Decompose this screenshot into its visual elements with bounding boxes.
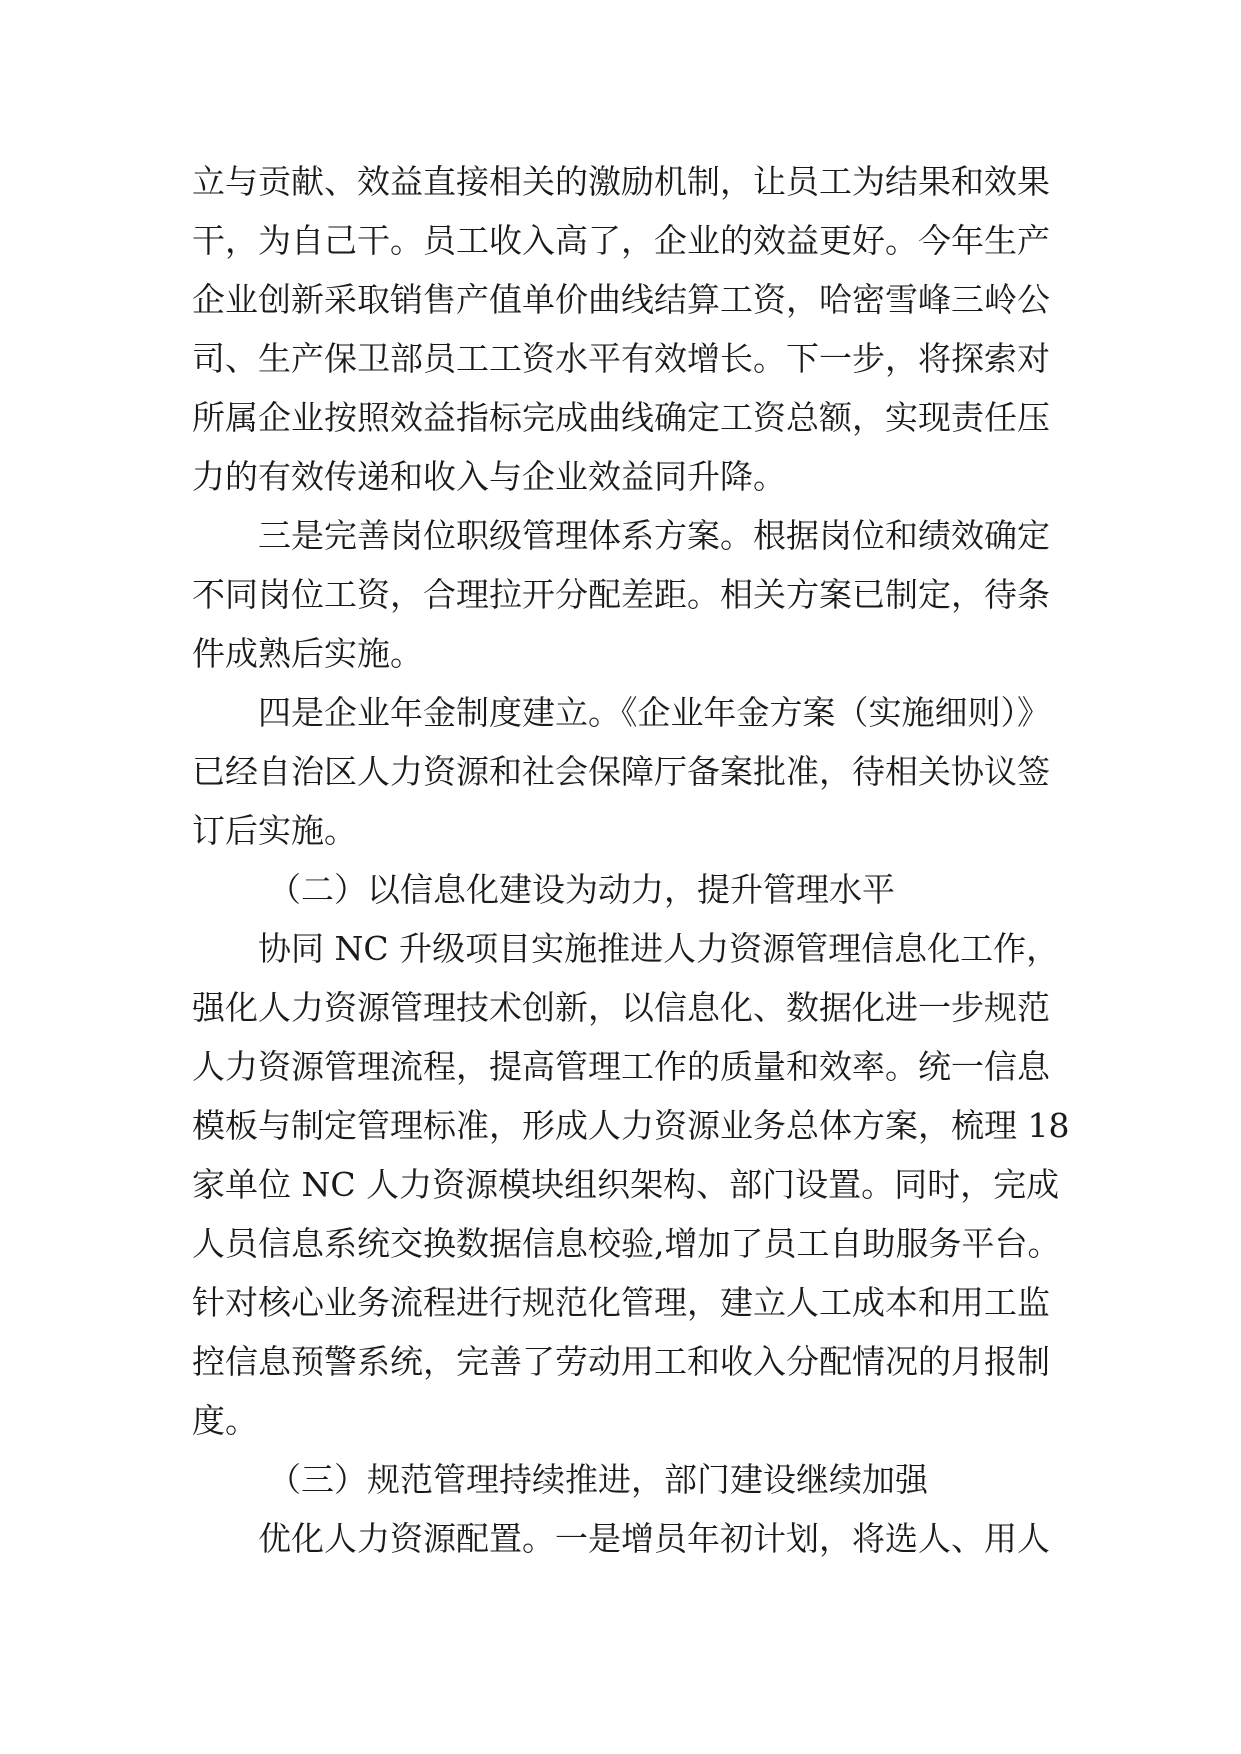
text-line: 司、生产保卫部员工工资水平有效增长。下一步，将探索对 — [192, 339, 1050, 378]
text-line: 针对核心业务流程进行规范化管理，建立人工成本和用工监 — [192, 1283, 1050, 1322]
text-line: 模板与制定管理标准，形成人力资源业务总体方案，梳理 18 — [192, 1106, 1070, 1145]
paragraph-start-line: 优化人力资源配置。一是增员年初计划，将选人、用人 — [258, 1519, 1050, 1558]
text-line: 干，为自己干。员工收入高了，企业的效益更好。今年生产 — [192, 221, 1050, 260]
paragraph-start-line: 四是企业年金制度建立。《企业年金方案（实施细则）》 — [258, 693, 1050, 732]
text-line: 控信息预警系统，完善了劳动用工和收入分配情况的月报制 — [192, 1342, 1050, 1381]
text-line: 企业创新采取销售产值单价曲线结算工资，哈密雪峰三岭公 — [192, 280, 1050, 319]
text-line: 已经自治区人力资源和社会保障厅备案批准，待相关协议签 — [192, 752, 1050, 791]
text-line: 力的有效传递和收入与企业效益同升降。 — [192, 457, 786, 496]
text-line: 强化人力资源管理技术创新，以信息化、数据化进一步规范 — [192, 988, 1050, 1027]
text-line: 度。 — [192, 1401, 258, 1440]
text-line: 人力资源管理流程，提高管理工作的质量和效率。统一信息 — [192, 1047, 1050, 1086]
text-line: 人员信息系统交换数据信息校验,增加了员工自助服务平台。 — [192, 1224, 1061, 1263]
section-heading: （二）以信息化建设为动力，提升管理水平 — [268, 870, 895, 909]
text-line: 不同岗位工资，合理拉开分配差距。相关方案已制定，待条 — [192, 575, 1050, 614]
document-body — [192, 152, 1072, 1568]
text-line: 立与贡献、效益直接相关的激励机制，让员工为结果和效果 — [192, 162, 1050, 201]
text-line: 件成熟后实施。 — [192, 634, 423, 673]
paragraph-start-line: 三是完善岗位职级管理体系方案。根据岗位和绩效确定 — [258, 516, 1050, 555]
text-line: 家单位 NC 人力资源模块组织架构、部门设置。同时，完成 — [192, 1165, 1060, 1204]
text-line: 所属企业按照效益指标完成曲线确定工资总额，实现责任压 — [192, 398, 1050, 437]
text-line: 订后实施。 — [192, 811, 357, 850]
paragraph-start-line: 协同 NC 升级项目实施推进人力资源管理信息化工作， — [258, 929, 1060, 968]
section-heading: （三）规范管理持续推进，部门建设继续加强 — [268, 1460, 928, 1499]
